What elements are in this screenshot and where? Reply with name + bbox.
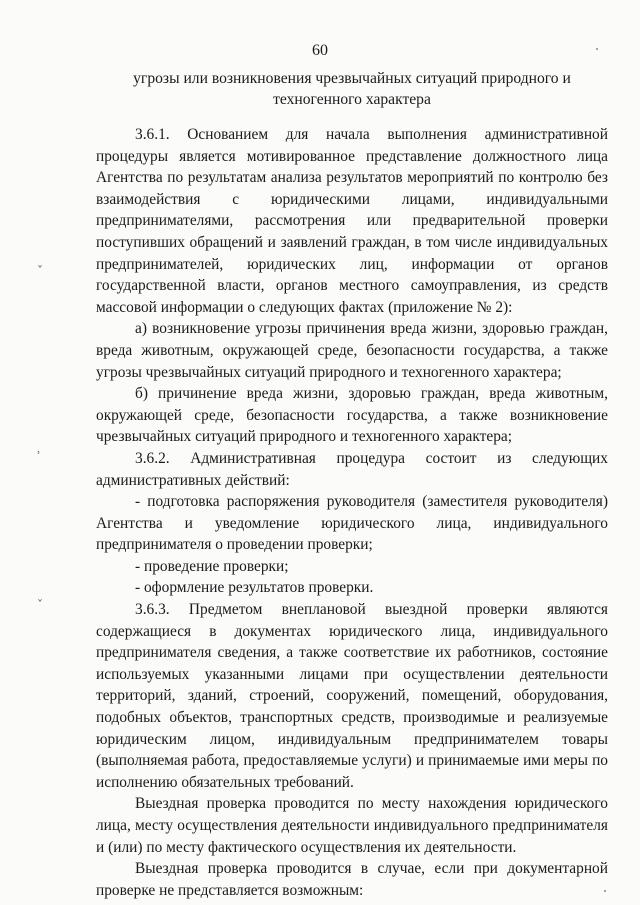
paragraph-3-6-1: 3.6.1. Основанием для начала выполнения административной процедуры является мотивированное представление должностного лица Агентства по результатам анализа результатов мероприятий по контролю без взаимодействия с юридическими лицами, индивидуальными предпринимателями, рассмотрения или предварительной проверки поступивших обращений и заявлений граждан, в том числе индивидуальных предпринимателей, юридических лиц, информации от органов государственной власти, органов местного самоуправления, из средств массовой информации о следующих фактах (приложение № 2): xyxy=(96,126,608,316)
action-item-record-results: - оформление результатов проверки. xyxy=(135,579,374,597)
paragraph-onsite-condition: Выездная проверка проводится в случае, если при документарной проверке не представляется возможным: xyxy=(96,860,608,899)
section-heading: угрозы или возникновения чрезвычайных ситуаций природного и техногенного характера xyxy=(133,70,571,108)
document-body xyxy=(96,124,608,901)
paragraph-3-6-2: 3.6.2. Административная процедура состоит из следующих административных действий: xyxy=(96,449,608,489)
margin-scan-mark: ˇ xyxy=(37,264,43,278)
paragraph-onsite-location: Выездная проверка проводится по месту нахождения юридического лица, месту осуществления деятельности индивидуального предпринимателя и (или) по месту фактического осуществления их деятельности. xyxy=(96,795,608,856)
list-item-a: а) возникновение угрозы причинения вреда жизни, здоровью граждан, вреда животным, окружающей среде, безопасности государства, а также угрозы чрезвычайных ситуаций природного и техногенного характера; xyxy=(96,320,608,381)
margin-scan-mark: ˇ xyxy=(37,598,43,612)
action-item-conduct-inspection: - проведение проверки; xyxy=(135,557,289,575)
action-item-prepare-order: - подготовка распоряжения руководителя (заместителя руководителя) Агентства и уведомление юридического лица, индивидуального предпринимателя о проведении проверки; xyxy=(96,493,608,554)
paragraph-3-6-3: 3.6.3. Предметом внеплановой выездной проверки являются содержащиеся в документах юридического лица, индивидуального предпринимателя сведения, а также соответствие их работников, состояние используемых указанными лицами при осуществлении деятельности территорий, зданий, строений, сооружений, помещений, оборудования, подобных объектов, транспортных средств, производимые и реализуемые юридическим лицом, индивидуальным предпринимателем товары (выполняемая работа, предоставляемые услуги) и принимаемые ими меры по исполнению обязательных требований. xyxy=(96,601,608,791)
scan-speck xyxy=(596,48,598,50)
page-number: 60 xyxy=(312,42,328,59)
scan-speck xyxy=(604,890,606,892)
list-item-b: б) причинение вреда жизни, здоровью граждан, вреда животным, окружающей среде, безопасности государства, а также возникновение чрезвычайных ситуаций природного и техногенного характера; xyxy=(96,385,608,446)
margin-scan-mark: ˒ xyxy=(37,446,41,460)
